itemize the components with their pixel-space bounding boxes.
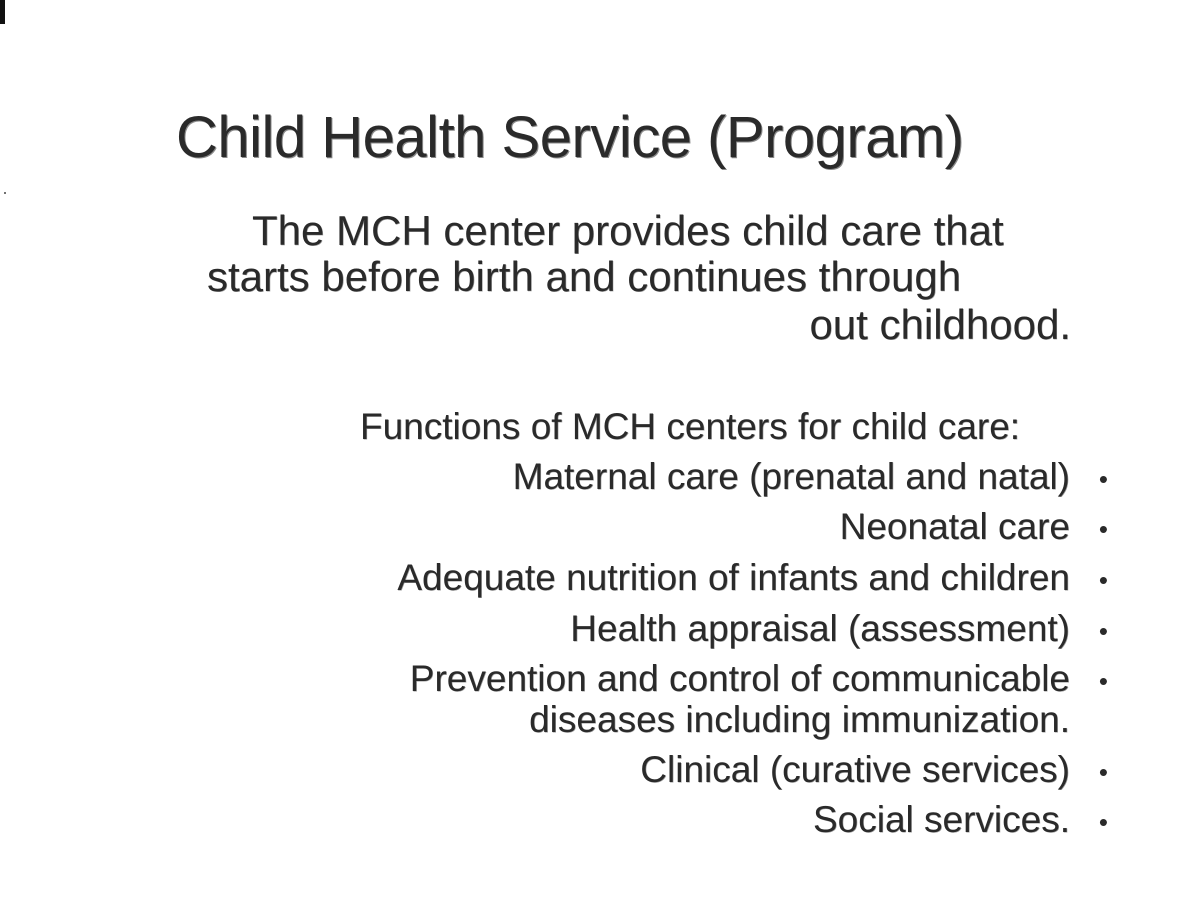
- bullet-icon: •: [1098, 757, 1108, 787]
- list-item-continuation: diseases including immunization.: [529, 699, 1070, 740]
- intro-line-3: out childhood.: [809, 301, 1071, 348]
- intro-line-2: starts before birth and continues through: [207, 253, 962, 300]
- list-item-text: Adequate nutrition of infants and children: [397, 557, 1070, 598]
- intro-line-1: The MCH center provides child care that: [252, 207, 1004, 254]
- bullet-icon: •: [1098, 666, 1108, 696]
- list-item-text: Maternal care (prenatal and natal): [512, 456, 1070, 497]
- bullet-icon: •: [1098, 464, 1108, 494]
- bullet-icon: •: [1098, 616, 1108, 646]
- bullet-icon: •: [1098, 514, 1108, 544]
- scan-speck: [4, 192, 6, 194]
- list-item-text: Social services.: [812, 799, 1070, 840]
- bullet-icon: •: [1098, 565, 1108, 595]
- list-item-text: Neonatal care: [839, 506, 1070, 547]
- slide-title: Child Health Service (Program): [176, 105, 964, 170]
- scan-edge-mark: [0, 0, 5, 24]
- list-item-text: Prevention and control of communicable: [409, 658, 1070, 699]
- list-item-text: Health appraisal (assessment): [570, 608, 1070, 649]
- list-item-text: Clinical (curative services): [640, 749, 1070, 790]
- functions-heading: Functions of MCH centers for child care:: [360, 406, 1021, 447]
- bullet-icon: •: [1098, 807, 1108, 837]
